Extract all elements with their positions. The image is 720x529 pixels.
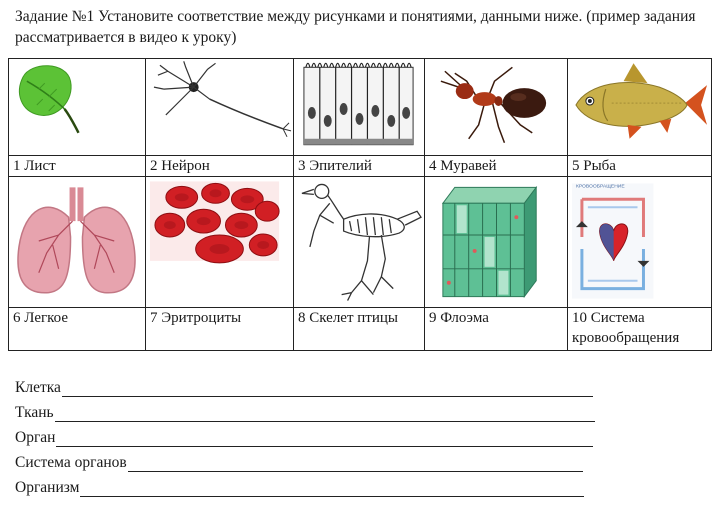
cell-label: 7 Эритроциты [146, 308, 294, 351]
answer-blank[interactable] [55, 404, 595, 422]
cell-ant [425, 59, 568, 156]
answer-blank[interactable] [56, 429, 593, 447]
cell-neuron [146, 59, 294, 156]
answer-row-organ-system [15, 447, 705, 472]
cell-label: 6 Легкое [9, 308, 146, 351]
neuron-icon [146, 59, 293, 155]
answer-label: Система органов [15, 454, 127, 471]
cell-leaf [9, 59, 146, 156]
cell-label: 9 Флоэма [425, 308, 568, 351]
cell-label: 4 Муравей [425, 156, 568, 177]
answer-row-tissue [15, 397, 705, 422]
answer-label: Орган [15, 429, 56, 446]
answer-row-cell [15, 372, 705, 397]
answer-lines [15, 372, 705, 497]
cell-lung [9, 177, 146, 308]
circulatory-system-icon [568, 177, 711, 307]
cell-label-multiline [568, 308, 712, 351]
red-blood-cells-icon [146, 177, 293, 307]
cell-label: 3 Эпителий [294, 156, 425, 177]
cell-phloem [425, 177, 568, 308]
answer-label: Ткань [15, 404, 54, 421]
cell-red-blood-cells [146, 177, 294, 308]
epithelium-icon [294, 59, 424, 155]
task-title: Задание №1 Установите соответствие между рисунками и понятиями, данными ниже. (пример задания рассматривается в видео к уроку) [15, 8, 696, 46]
cell-label: 5 Рыба [568, 156, 712, 177]
answer-row-organism [15, 472, 705, 497]
cell-label-line: кровообращения [572, 330, 680, 346]
leaf-icon [9, 59, 145, 155]
answer-blank[interactable] [62, 379, 593, 397]
answer-label: Организм [15, 479, 80, 496]
answer-row-organ [15, 422, 705, 447]
cell-label: 1 Лист [9, 156, 146, 177]
cell-bird-skeleton [294, 177, 425, 308]
ant-icon [425, 59, 567, 155]
picture-table [8, 58, 712, 351]
answer-blank[interactable] [80, 479, 584, 497]
lung-icon [9, 177, 145, 307]
diagram-caption: КРОВООБРАЩЕНИЕ [575, 184, 625, 190]
phloem-icon [425, 177, 567, 307]
cell-label-line: 10 Система [572, 310, 645, 326]
fish-icon [568, 59, 711, 155]
bird-skeleton-icon [294, 177, 424, 307]
cell-fish [568, 59, 712, 156]
cell-label: 2 Нейрон [146, 156, 294, 177]
cell-label: 8 Скелет птицы [294, 308, 425, 351]
answer-label: Клетка [15, 379, 61, 396]
cell-circulatory-system [568, 177, 712, 308]
cell-epithelium [294, 59, 425, 156]
answer-blank[interactable] [128, 454, 583, 472]
